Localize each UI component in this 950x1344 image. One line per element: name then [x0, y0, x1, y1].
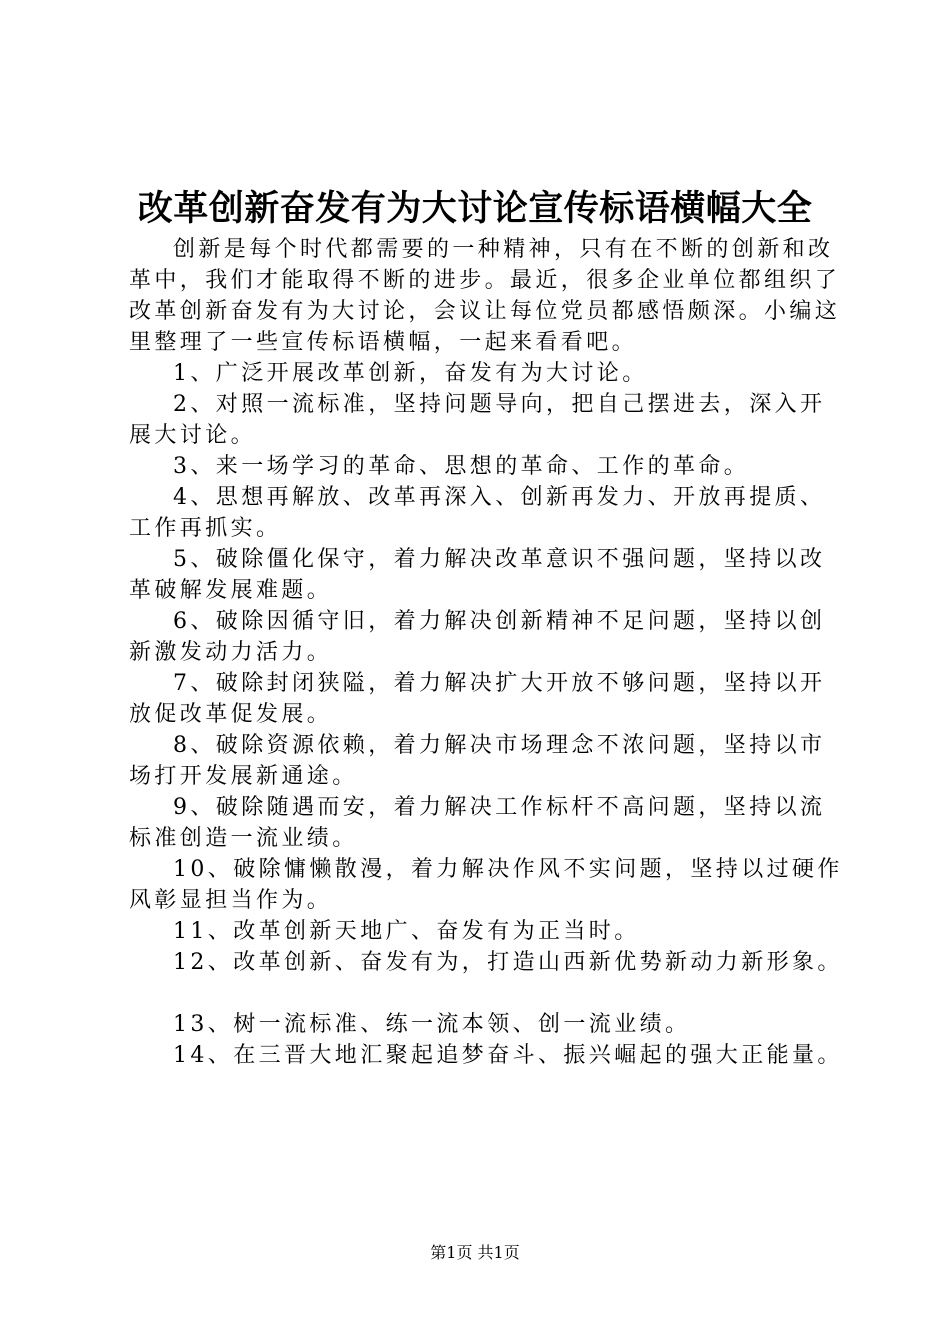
- slogan-item-5: 5、破除僵化保守，着力解决改革意识不强问题，坚持以改革破解发展难题。: [129, 547, 826, 603]
- slogan-item-1: 1、广泛开展改革创新，奋发有为大讨论。: [173, 361, 648, 386]
- intro-paragraph: 创新是每个时代都需要的一种精神，只有在不断的创新和改革中，我们才能取得不断的进步。最近，很多企业单位都组织了改革创新奋发有为大讨论，会议让每位党员都感悟颇深。小编这里整理了一些宣传标语横幅，一起来看看吧。: [129, 237, 841, 355]
- page-footer: 第1页 共1页: [430, 1243, 520, 1262]
- slogan-item-9: 9、破除随遇而安，着力解决工作标杆不高问题，坚持以流标准创造一流业绩。: [129, 795, 826, 851]
- document-title: 改革创新奋发有为大讨论宣传标语横幅大全: [137, 188, 813, 229]
- slogan-item-6: 6、破除因循守旧，着力解决创新精神不足问题，坚持以创新激发动力活力。: [129, 609, 826, 665]
- slogan-item-7: 7、破除封闭狭隘，着力解决扩大开放不够问题，坚持以开放促改革促发展。: [129, 671, 826, 727]
- slogan-item-4: 4、思想再解放、改革再深入、创新再发力、开放再提质、工作再抓实。: [129, 485, 826, 541]
- slogan-item-2: 2、对照一流标准，坚持问题导向，把自己摆进去，深入开展大讨论。: [129, 392, 826, 448]
- slogan-item-14: 14、在三晋大地汇聚起追梦奋斗、振兴崛起的强大正能量。: [173, 1043, 843, 1068]
- slogan-item-3: 3、来一场学习的革命、思想的革命、工作的革命。: [173, 454, 750, 479]
- slogan-item-8: 8、破除资源依赖，着力解决市场理念不浓问题，坚持以市场打开发展新通途。: [129, 733, 826, 789]
- slogan-item-12: 12、改革创新、奋发有为，打造山西新优势新动力新形象。: [173, 950, 843, 975]
- slogan-item-10: 10、破除慵懒散漫，着力解决作风不实问题，坚持以过硬作风彰显担当作为。: [129, 857, 843, 913]
- blank-line: [129, 978, 849, 1009]
- slogan-item-11: 11、改革创新天地广、奋发有为正当时。: [173, 919, 640, 944]
- document-body: [129, 234, 849, 1071]
- slogan-item-13: 13、树一流标准、练一流本领、创一流业绩。: [173, 1012, 691, 1037]
